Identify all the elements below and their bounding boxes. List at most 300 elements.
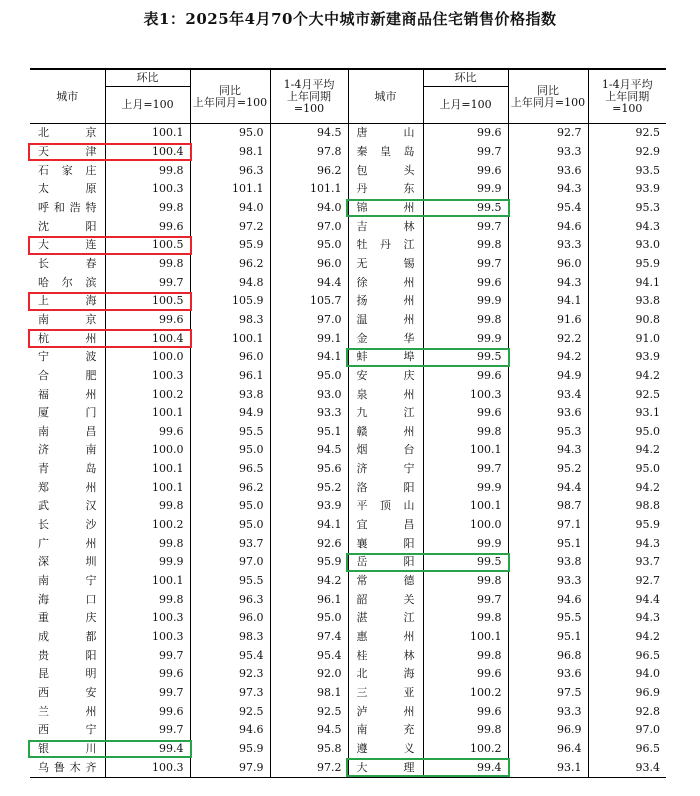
left-avg-cell: 94.1 [270, 516, 348, 535]
right-city-cell: 唐 山 [348, 124, 423, 143]
table-row [30, 665, 666, 684]
left-avg-cell: 101.1 [270, 180, 348, 199]
table-row [30, 441, 666, 460]
left-yoy-cell: 96.0 [190, 348, 270, 367]
table-row [30, 534, 666, 553]
left-avg-cell: 98.1 [270, 684, 348, 703]
right-city-cell: 遵 义 [348, 740, 423, 759]
left-city-cell: 南 宁 [38, 574, 97, 588]
left-avg-cell: 96.2 [270, 161, 348, 180]
left-city-cell: 昆 明 [38, 667, 97, 681]
right-city-cell: 大 理 [348, 758, 423, 777]
left-city-cell: 乌鲁木齐 [38, 760, 97, 774]
right-avg-cell: 93.4 [588, 758, 666, 777]
left-city-cell: 南 昌 [38, 424, 97, 438]
right-yoy-cell: 93.6 [508, 665, 588, 684]
left-avg-cell: 97.2 [270, 758, 348, 777]
left-mom-cell: 100.3 [105, 758, 190, 777]
header-mom-right: 环比 [423, 69, 508, 87]
right-yoy-cell: 95.3 [508, 423, 588, 442]
right-city-cell: 洛 阳 [348, 478, 423, 497]
header-yoy-left: 同比 上年同月=100 [190, 69, 270, 124]
right-avg-cell: 90.8 [588, 311, 666, 330]
right-yoy-cell: 91.6 [508, 311, 588, 330]
right-city-cell: 温 州 [348, 311, 423, 330]
left-city-cell: 西 安 [38, 686, 97, 700]
right-mom-cell: 99.8 [423, 609, 508, 628]
left-avg-cell: 95.4 [270, 646, 348, 665]
left-avg-cell: 93.0 [270, 385, 348, 404]
left-mom-cell: 100.4 [105, 329, 190, 348]
right-avg-cell: 93.0 [588, 236, 666, 255]
left-mom-cell: 99.7 [105, 721, 190, 740]
right-mom-cell: 99.6 [423, 273, 508, 292]
right-yoy-cell: 92.2 [508, 329, 588, 348]
left-yoy-cell: 100.1 [190, 329, 270, 348]
left-mom-cell: 100.2 [105, 385, 190, 404]
table-row [30, 516, 666, 535]
left-avg-cell: 92.0 [270, 665, 348, 684]
right-avg-cell: 95.0 [588, 460, 666, 479]
right-yoy-cell: 94.4 [508, 478, 588, 497]
right-city-cell: 丹 东 [348, 180, 423, 199]
right-city-cell: 常 德 [348, 572, 423, 591]
right-mom-cell: 99.6 [423, 367, 508, 386]
right-yoy-cell: 96.9 [508, 721, 588, 740]
left-city-cell: 呼和浩特 [38, 200, 97, 214]
left-yoy-cell: 93.7 [190, 534, 270, 553]
left-yoy-cell: 96.3 [190, 161, 270, 180]
left-city-cell: 石家庄 [38, 163, 97, 177]
left-avg-cell: 97.4 [270, 628, 348, 647]
left-city-cell: 大 连 [38, 238, 97, 252]
right-mom-cell: 99.7 [423, 217, 508, 236]
table-row [30, 311, 666, 330]
table-row [30, 423, 666, 442]
right-yoy-cell: 96.4 [508, 740, 588, 759]
left-yoy-cell: 96.0 [190, 609, 270, 628]
left-mom-cell: 99.8 [105, 199, 190, 218]
left-city-cell: 贵 阳 [38, 648, 97, 662]
left-mom-cell: 99.8 [105, 590, 190, 609]
header-avg-left: 1-4月平均 上年同期=100 [270, 69, 348, 124]
left-mom-cell: 100.2 [105, 516, 190, 535]
right-mom-cell: 99.8 [423, 646, 508, 665]
header-mom-base-right: 上月=100 [423, 87, 508, 124]
right-yoy-cell: 98.7 [508, 497, 588, 516]
table-row [30, 553, 666, 572]
left-city-cell: 武 汉 [38, 499, 97, 513]
right-avg-cell: 97.0 [588, 721, 666, 740]
left-yoy-cell: 101.1 [190, 180, 270, 199]
left-city-cell: 太 原 [38, 182, 97, 196]
left-avg-cell: 94.5 [270, 721, 348, 740]
right-city-cell: 泸 州 [348, 702, 423, 721]
left-mom-cell: 100.3 [105, 609, 190, 628]
right-avg-cell: 93.8 [588, 292, 666, 311]
right-yoy-cell: 95.4 [508, 199, 588, 218]
table-row [30, 367, 666, 386]
table-row [30, 758, 666, 777]
left-city-cell: 长 春 [38, 256, 97, 270]
right-mom-cell: 99.4 [423, 758, 508, 777]
left-city-cell: 郑 州 [38, 480, 97, 494]
left-mom-cell: 99.8 [105, 534, 190, 553]
right-city-cell: 湛 江 [348, 609, 423, 628]
left-yoy-cell: 92.3 [190, 665, 270, 684]
right-city-cell: 九 江 [348, 404, 423, 423]
right-city-cell: 烟 台 [348, 441, 423, 460]
right-yoy-cell: 93.6 [508, 404, 588, 423]
right-mom-cell: 99.9 [423, 478, 508, 497]
right-avg-cell: 94.3 [588, 534, 666, 553]
left-yoy-cell: 95.9 [190, 740, 270, 759]
right-yoy-cell: 97.5 [508, 684, 588, 703]
left-avg-cell: 105.7 [270, 292, 348, 311]
left-avg-cell: 97.0 [270, 217, 348, 236]
right-yoy-cell: 93.3 [508, 143, 588, 162]
left-yoy-cell: 105.9 [190, 292, 270, 311]
left-avg-cell: 93.3 [270, 404, 348, 423]
right-city-cell: 三 亚 [348, 684, 423, 703]
right-yoy-cell: 94.6 [508, 217, 588, 236]
right-mom-cell: 99.9 [423, 292, 508, 311]
left-mom-cell: 99.7 [105, 273, 190, 292]
right-avg-cell: 96.5 [588, 646, 666, 665]
right-avg-cell: 94.0 [588, 665, 666, 684]
right-yoy-cell: 93.3 [508, 572, 588, 591]
left-yoy-cell: 97.2 [190, 217, 270, 236]
right-yoy-cell: 95.5 [508, 609, 588, 628]
left-mom-cell: 100.5 [105, 236, 190, 255]
right-avg-cell: 94.4 [588, 590, 666, 609]
right-mom-cell: 99.8 [423, 423, 508, 442]
left-city-cell: 天 津 [38, 144, 97, 158]
right-yoy-cell: 94.2 [508, 348, 588, 367]
right-mom-cell: 99.7 [423, 590, 508, 609]
left-avg-cell: 92.6 [270, 534, 348, 553]
left-yoy-cell: 95.0 [190, 516, 270, 535]
right-mom-cell: 99.9 [423, 180, 508, 199]
left-avg-cell: 95.0 [270, 367, 348, 386]
left-mom-cell: 99.8 [105, 161, 190, 180]
left-yoy-cell: 95.0 [190, 124, 270, 143]
right-avg-cell: 93.5 [588, 161, 666, 180]
left-avg-cell: 97.0 [270, 311, 348, 330]
table-row [30, 609, 666, 628]
right-yoy-cell: 93.3 [508, 702, 588, 721]
left-avg-cell: 99.1 [270, 329, 348, 348]
left-avg-cell: 94.2 [270, 572, 348, 591]
right-city-cell: 桂 林 [348, 646, 423, 665]
left-mom-cell: 100.1 [105, 404, 190, 423]
left-yoy-cell: 96.3 [190, 590, 270, 609]
right-yoy-cell: 94.6 [508, 590, 588, 609]
left-mom-cell: 100.0 [105, 441, 190, 460]
right-mom-cell: 99.6 [423, 124, 508, 143]
right-avg-cell: 92.8 [588, 702, 666, 721]
table-row [30, 684, 666, 703]
left-mom-cell: 100.0 [105, 348, 190, 367]
left-yoy-cell: 97.3 [190, 684, 270, 703]
right-city-cell: 北 海 [348, 665, 423, 684]
right-city-cell: 徐 州 [348, 273, 423, 292]
table-row [30, 497, 666, 516]
left-city-cell: 宁 波 [38, 350, 97, 364]
right-avg-cell: 91.0 [588, 329, 666, 348]
right-avg-cell: 95.9 [588, 255, 666, 274]
right-mom-cell: 100.1 [423, 497, 508, 516]
left-city-cell: 哈尔滨 [38, 275, 97, 289]
price-index-table [30, 68, 666, 778]
right-yoy-cell: 93.1 [508, 758, 588, 777]
left-avg-cell: 95.0 [270, 609, 348, 628]
right-yoy-cell: 93.6 [508, 161, 588, 180]
right-yoy-cell: 94.3 [508, 180, 588, 199]
left-yoy-cell: 93.8 [190, 385, 270, 404]
right-yoy-cell: 94.3 [508, 441, 588, 460]
left-city-cell: 广 州 [38, 536, 97, 550]
left-mom-cell: 100.4 [105, 143, 190, 162]
left-avg-cell: 95.0 [270, 236, 348, 255]
left-mom-cell: 100.1 [105, 572, 190, 591]
right-city-cell: 平顶山 [348, 497, 423, 516]
right-city-cell: 安 庆 [348, 367, 423, 386]
left-city-cell: 杭 州 [38, 331, 97, 345]
right-yoy-cell: 92.7 [508, 124, 588, 143]
right-avg-cell: 92.7 [588, 572, 666, 591]
left-yoy-cell: 98.3 [190, 311, 270, 330]
right-mom-cell: 99.8 [423, 236, 508, 255]
right-city-cell: 包 头 [348, 161, 423, 180]
left-city-cell: 合 肥 [38, 368, 97, 382]
right-mom-cell: 99.5 [423, 348, 508, 367]
right-avg-cell: 95.0 [588, 423, 666, 442]
left-city-cell: 深 圳 [38, 555, 97, 569]
left-city-cell: 银 川 [38, 741, 97, 755]
left-mom-cell: 99.8 [105, 255, 190, 274]
right-city-cell: 韶 关 [348, 590, 423, 609]
right-avg-cell: 94.3 [588, 217, 666, 236]
left-city-cell: 海 口 [38, 592, 97, 606]
right-yoy-cell: 97.1 [508, 516, 588, 535]
right-mom-cell: 99.6 [423, 404, 508, 423]
table-row [30, 702, 666, 721]
left-avg-cell: 95.1 [270, 423, 348, 442]
left-yoy-cell: 94.6 [190, 721, 270, 740]
left-mom-cell: 99.6 [105, 665, 190, 684]
table-row [30, 460, 666, 479]
left-yoy-cell: 98.3 [190, 628, 270, 647]
left-mom-cell: 100.1 [105, 478, 190, 497]
right-yoy-cell: 96.0 [508, 255, 588, 274]
right-city-cell: 无 锡 [348, 255, 423, 274]
right-mom-cell: 99.7 [423, 143, 508, 162]
right-yoy-cell: 94.3 [508, 273, 588, 292]
table-row [30, 255, 666, 274]
right-yoy-cell: 93.8 [508, 553, 588, 572]
right-yoy-cell: 93.4 [508, 385, 588, 404]
left-mom-cell: 99.8 [105, 497, 190, 516]
right-avg-cell: 94.2 [588, 628, 666, 647]
table-row [30, 404, 666, 423]
left-avg-cell: 94.5 [270, 441, 348, 460]
right-avg-cell: 92.5 [588, 385, 666, 404]
right-city-cell: 锦 州 [348, 199, 423, 218]
left-city-cell: 上 海 [38, 294, 97, 308]
left-avg-cell: 94.4 [270, 273, 348, 292]
left-avg-cell: 95.2 [270, 478, 348, 497]
left-mom-cell: 100.3 [105, 180, 190, 199]
table-row [30, 273, 666, 292]
right-avg-cell: 94.2 [588, 441, 666, 460]
left-mom-cell: 99.7 [105, 684, 190, 703]
right-avg-cell: 94.2 [588, 367, 666, 386]
right-mom-cell: 99.8 [423, 721, 508, 740]
table-row [30, 124, 666, 143]
left-mom-cell: 100.3 [105, 628, 190, 647]
left-yoy-cell: 94.9 [190, 404, 270, 423]
left-city-cell: 厦 门 [38, 406, 97, 420]
right-yoy-cell: 94.1 [508, 292, 588, 311]
right-city-cell: 秦皇岛 [348, 143, 423, 162]
left-yoy-cell: 97.0 [190, 553, 270, 572]
right-mom-cell: 100.1 [423, 441, 508, 460]
right-avg-cell: 96.9 [588, 684, 666, 703]
table-row [30, 628, 666, 647]
left-avg-cell: 96.1 [270, 590, 348, 609]
left-city-cell: 长 沙 [38, 518, 97, 532]
left-yoy-cell: 97.9 [190, 758, 270, 777]
right-mom-cell: 99.6 [423, 702, 508, 721]
right-mom-cell: 100.3 [423, 385, 508, 404]
right-mom-cell: 99.9 [423, 329, 508, 348]
left-yoy-cell: 95.0 [190, 441, 270, 460]
table-row [30, 180, 666, 199]
right-yoy-cell: 95.1 [508, 628, 588, 647]
left-avg-cell: 95.8 [270, 740, 348, 759]
left-city-cell: 兰 州 [38, 704, 97, 718]
left-avg-cell: 95.6 [270, 460, 348, 479]
left-mom-cell: 99.6 [105, 311, 190, 330]
right-avg-cell: 92.9 [588, 143, 666, 162]
right-city-cell: 惠 州 [348, 628, 423, 647]
left-mom-cell: 100.1 [105, 124, 190, 143]
right-mom-cell: 99.6 [423, 161, 508, 180]
right-avg-cell: 93.7 [588, 553, 666, 572]
left-city-cell: 南 京 [38, 312, 97, 326]
right-mom-cell: 100.2 [423, 684, 508, 703]
table-row [30, 161, 666, 180]
table-row [30, 590, 666, 609]
left-city-cell: 沈 阳 [38, 219, 97, 233]
left-mom-cell: 99.6 [105, 702, 190, 721]
right-mom-cell: 99.6 [423, 665, 508, 684]
left-avg-cell: 94.0 [270, 199, 348, 218]
header-city-left: 城市 [30, 69, 105, 124]
table-row [30, 199, 666, 218]
left-mom-cell: 100.3 [105, 367, 190, 386]
left-city-cell: 成 都 [38, 630, 97, 644]
left-mom-cell: 100.5 [105, 292, 190, 311]
right-mom-cell: 100.2 [423, 740, 508, 759]
right-mom-cell: 99.8 [423, 311, 508, 330]
right-avg-cell: 94.3 [588, 609, 666, 628]
left-mom-cell: 99.4 [105, 740, 190, 759]
right-city-cell: 襄 阳 [348, 534, 423, 553]
left-city-cell: 济 南 [38, 443, 97, 457]
right-mom-cell: 99.5 [423, 553, 508, 572]
left-city-cell: 北 京 [38, 126, 97, 140]
left-city-cell: 西 宁 [38, 723, 97, 737]
left-yoy-cell: 96.2 [190, 255, 270, 274]
left-avg-cell: 93.9 [270, 497, 348, 516]
right-mom-cell: 99.9 [423, 534, 508, 553]
right-city-cell: 金 华 [348, 329, 423, 348]
right-avg-cell: 93.9 [588, 348, 666, 367]
header-mom-base-left: 上月=100 [105, 87, 190, 124]
right-avg-cell: 92.5 [588, 124, 666, 143]
right-city-cell: 牡丹江 [348, 236, 423, 255]
left-city-cell: 重 庆 [38, 611, 97, 625]
header-city-right: 城市 [348, 69, 423, 124]
right-city-cell: 吉 林 [348, 217, 423, 236]
right-yoy-cell: 95.1 [508, 534, 588, 553]
right-avg-cell: 98.8 [588, 497, 666, 516]
table-row [30, 236, 666, 255]
right-mom-cell: 100.1 [423, 628, 508, 647]
right-avg-cell: 94.1 [588, 273, 666, 292]
right-city-cell: 泉 州 [348, 385, 423, 404]
table-row [30, 478, 666, 497]
left-yoy-cell: 96.5 [190, 460, 270, 479]
right-yoy-cell: 95.2 [508, 460, 588, 479]
table-row [30, 646, 666, 665]
right-city-cell: 赣 州 [348, 423, 423, 442]
table-row [30, 217, 666, 236]
table-row [30, 385, 666, 404]
header-avg-right: 1-4月平均 上年同期=100 [588, 69, 666, 124]
left-yoy-cell: 95.4 [190, 646, 270, 665]
right-mom-cell: 99.8 [423, 572, 508, 591]
left-avg-cell: 95.9 [270, 553, 348, 572]
right-city-cell: 济 宁 [348, 460, 423, 479]
table-row [30, 721, 666, 740]
left-city-cell: 青 岛 [38, 462, 97, 476]
left-city-cell: 福 州 [38, 387, 97, 401]
left-mom-cell: 99.9 [105, 553, 190, 572]
right-avg-cell: 95.3 [588, 199, 666, 218]
right-yoy-cell: 94.9 [508, 367, 588, 386]
left-yoy-cell: 94.8 [190, 273, 270, 292]
right-city-cell: 扬 州 [348, 292, 423, 311]
left-mom-cell: 99.6 [105, 217, 190, 236]
header-yoy-right: 同比 上年同月=100 [508, 69, 588, 124]
left-yoy-cell: 96.1 [190, 367, 270, 386]
table-row [30, 348, 666, 367]
left-avg-cell: 94.1 [270, 348, 348, 367]
left-avg-cell: 92.5 [270, 702, 348, 721]
table-row [30, 572, 666, 591]
left-yoy-cell: 95.5 [190, 423, 270, 442]
left-mom-cell: 100.1 [105, 460, 190, 479]
right-avg-cell: 95.9 [588, 516, 666, 535]
table-row [30, 292, 666, 311]
table-row [30, 143, 666, 162]
left-avg-cell: 96.0 [270, 255, 348, 274]
header-mom-left: 环比 [105, 69, 190, 87]
right-mom-cell: 100.0 [423, 516, 508, 535]
